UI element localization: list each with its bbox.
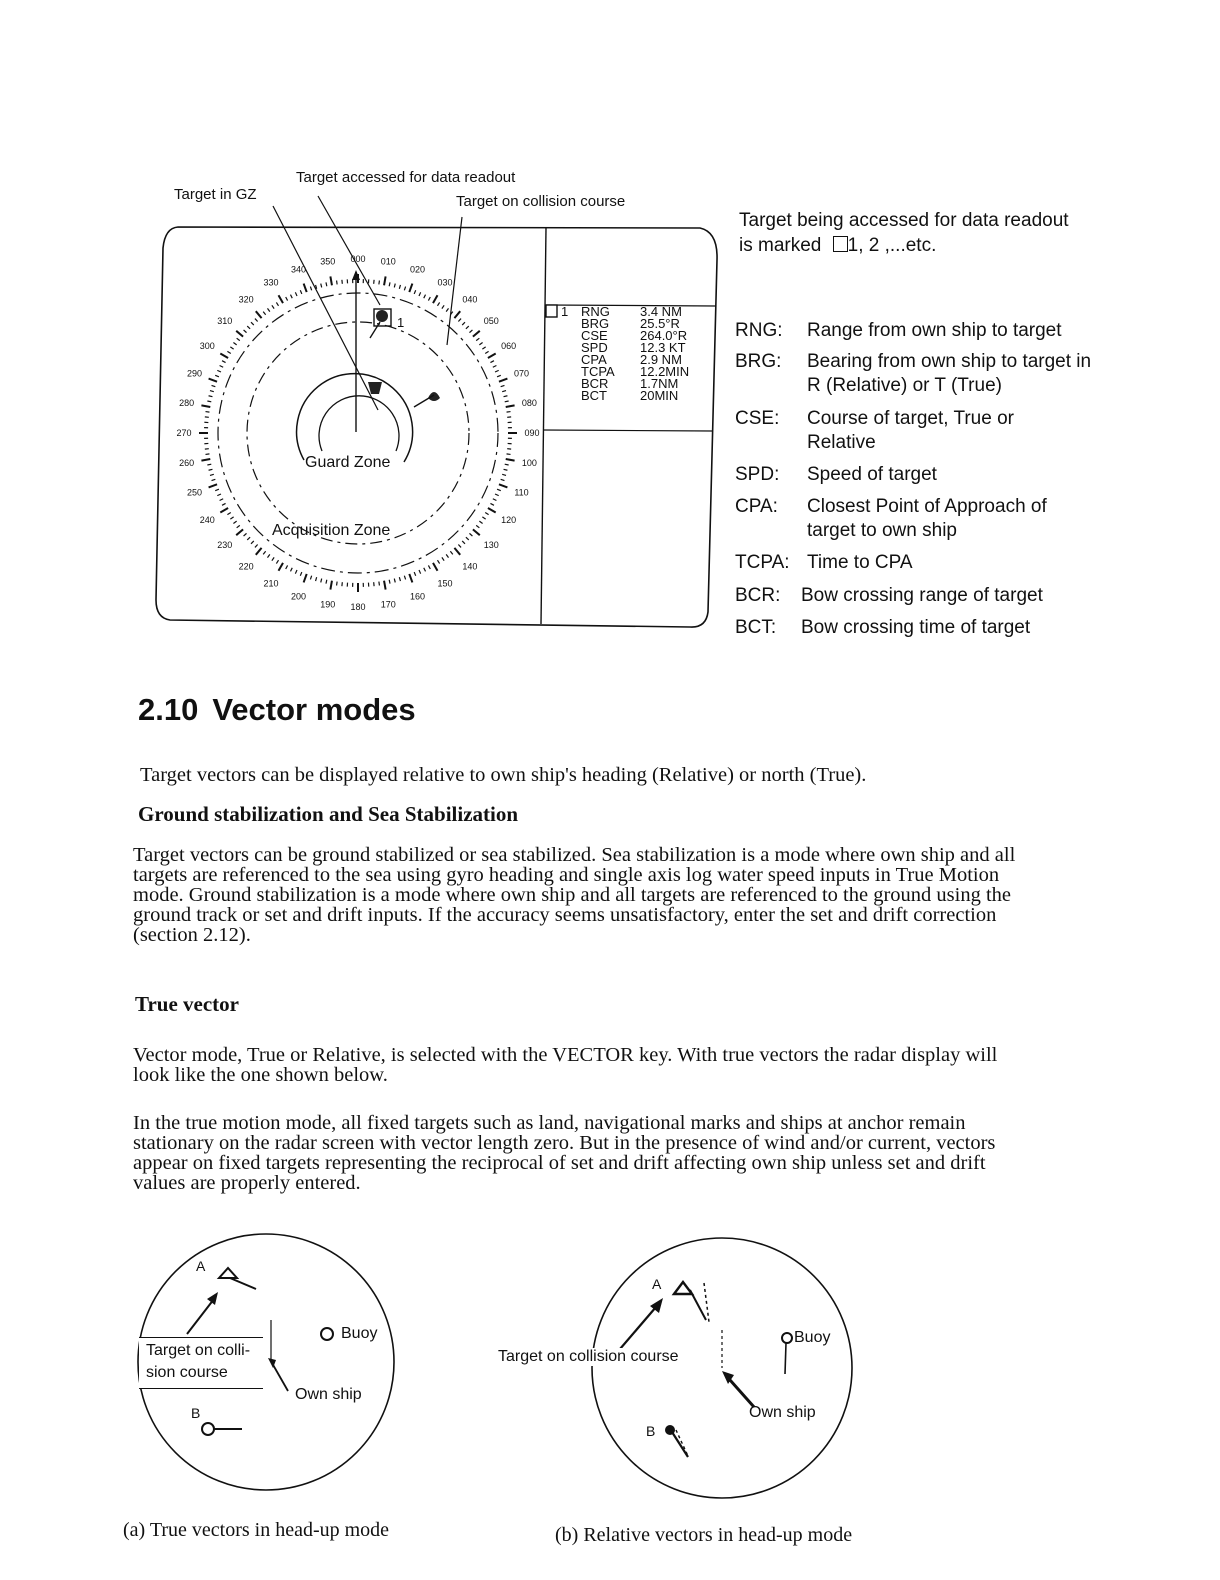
bearing-label: 210 — [263, 578, 279, 589]
bearing-label: 110 — [514, 487, 529, 498]
abbr-key: RNG: — [735, 320, 783, 341]
side-note-prefix: is marked — [739, 235, 822, 256]
subheading-stabilization: Ground stabilization and Sea Stabilization — [138, 802, 519, 826]
bearing-label: 030 — [437, 277, 453, 288]
bearing-label: 140 — [462, 561, 478, 572]
callout-target-collision: Target on collision course — [456, 193, 626, 210]
bearing-label: 220 — [238, 561, 254, 572]
diagram-a-target-label-box — [139, 1337, 263, 1389]
diagram-b-label-a: A — [652, 1276, 662, 1292]
bearing-label: 150 — [437, 578, 453, 589]
readout-key: BRG — [581, 316, 610, 331]
abbr-key: BRG: — [735, 351, 782, 372]
bearing-label: 080 — [521, 397, 537, 408]
readout-value: 3.4 NM — [640, 304, 682, 319]
bearing-label: 000 — [350, 254, 366, 264]
readout-key: BCT — [581, 388, 607, 403]
diagram-a-target-label-line1: Target on colli- — [146, 1342, 251, 1359]
abbr-key: CSE: — [735, 408, 780, 429]
diagram-a-own-ship-vector — [272, 1363, 288, 1391]
readout-value: 1.7NM — [640, 376, 679, 391]
bearing-label: 130 — [483, 539, 499, 550]
readout-value: 264.0°R — [640, 328, 688, 343]
readout-marker-number: 1 — [561, 304, 569, 319]
bearing-label: 300 — [199, 341, 215, 351]
section-intro: Target vectors can be displayed relative to own ship's heading (Relative) or north (True). — [140, 764, 867, 786]
diagram-b-buoy-icon — [782, 1333, 792, 1343]
bearing-label: 310 — [217, 316, 233, 327]
readout-key: TCPA — [581, 364, 615, 379]
diagram-a-collision-arrowhead — [207, 1292, 218, 1305]
abbr-desc: Bearing from own ship to target in R (Relative) or T (True) — [807, 351, 1092, 396]
abbr-desc: Range from own ship to target — [807, 320, 1062, 341]
abbr-key: BCT: — [735, 617, 777, 638]
bearing-label: 250 — [186, 487, 203, 498]
diagram-a-target-a-vector — [230, 1278, 256, 1289]
diagram-b-buoy-label: Buoy — [794, 1329, 831, 1346]
diagram-a-buoy-label: Buoy — [341, 1325, 378, 1342]
bearing-label: 190 — [320, 599, 336, 610]
abbr-desc: Course of target, True or Relative — [807, 408, 1014, 453]
bearing-label: 200 — [290, 591, 307, 602]
bearing-label: 070 — [513, 368, 530, 379]
abbr-key: SPD: — [735, 464, 780, 485]
bearing-label: 050 — [483, 316, 499, 327]
abbr-desc: Time to CPA — [807, 552, 913, 573]
readout-value: 12.3 KT — [640, 340, 686, 355]
bearing-label: 350 — [320, 256, 336, 267]
diagram-b-buoy-vector — [785, 1343, 786, 1374]
readout-key: RNG — [581, 304, 610, 319]
diagram-a-caption: (a) True vectors in head-up mode — [123, 1519, 390, 1541]
bearing-label: 280 — [179, 397, 195, 408]
bearing-label: 010 — [380, 256, 396, 267]
section-number: 2.10 — [138, 692, 199, 727]
accessed-target-number: 1 — [397, 315, 405, 330]
bearing-label: 230 — [217, 539, 233, 550]
subheading-true-vector: True vector — [135, 992, 239, 1016]
diagram-a-target-b-icon — [202, 1423, 214, 1435]
diagram-a-label-b: B — [191, 1405, 201, 1421]
bearing-label: 320 — [238, 294, 254, 305]
bearing-label: 330 — [263, 277, 279, 288]
diagram-b-target-b-vector — [672, 1432, 688, 1457]
diagram-b-target-label: Target on collision course — [498, 1348, 679, 1365]
diagram-a-label-a: A — [196, 1258, 206, 1274]
bearing-label: 090 — [524, 428, 540, 438]
readout-key: SPD — [581, 340, 608, 355]
readout-value: 2.9 NM — [640, 352, 682, 367]
bearing-label: 170 — [380, 599, 396, 610]
readout-key: CPA — [581, 352, 607, 367]
paragraph-true-vector-1: Vector mode, True or Relative, is selected with the VECTOR key. With true vectors the radar display will look like the one shown below. — [133, 1044, 998, 1086]
abbr-desc: Closest Point of Approach of target to own ship — [807, 496, 1047, 541]
diagram-b-caption: (b) Relative vectors in head-up mode — [555, 1524, 853, 1546]
acquisition-zone-label: Acquisition Zone — [272, 522, 391, 539]
bearing-label: 340 — [290, 264, 307, 275]
abbr-desc: Speed of target — [807, 464, 937, 485]
section-title: Vector modes — [212, 692, 416, 727]
bearing-label: 270 — [176, 428, 192, 438]
diagram-a-own-ship-label: Own ship — [295, 1386, 362, 1403]
readout-key: CSE — [581, 328, 608, 343]
bearing-label: 120 — [501, 515, 517, 525]
diagram-a-collision-vector — [187, 1299, 214, 1334]
readout-value: 20MIN — [640, 388, 679, 403]
abbr-key: BCR: — [735, 585, 781, 606]
readout-key: BCR — [581, 376, 609, 391]
abbr-desc: Bow crossing time of target — [801, 617, 1031, 638]
readout-value: 25.5°R — [640, 316, 680, 331]
diagram-b-target-a-vector — [690, 1290, 706, 1320]
diagram-b-target-a-icon — [674, 1282, 692, 1294]
bearing-label: 040 — [462, 294, 478, 305]
side-note-line1: Target being accessed for data readout — [739, 210, 1069, 231]
bearing-label: 060 — [501, 341, 517, 351]
abbr-desc: Bow crossing range of target — [801, 585, 1043, 606]
diagram-a-target-label-line2: sion course — [146, 1364, 228, 1381]
bearing-label: 260 — [179, 458, 195, 469]
paragraph-stabilization: Target vectors can be ground stabilized or sea stabilized. Sea stabilization is a mode where own ship and all targets are referenced to the sea using gyro heading and single axis log water speed inputs in True Motion mode. Ground stabilization is a mode where own ship and all targets are referenced to the ground using the ground track or set and drift inputs. If the accuracy seems unsatisfactory, enter the set and drift correction (section 2.12). — [133, 844, 1016, 946]
callout-target-in-gz: Target in GZ — [174, 186, 257, 203]
bearing-label: 100 — [521, 458, 537, 469]
diagram-a-target-a-icon — [219, 1268, 237, 1278]
bearing-label: 290 — [186, 368, 203, 379]
bearing-label: 160 — [409, 591, 426, 602]
guard-zone-label: Guard Zone — [305, 454, 391, 471]
diagram-b-collision-vector — [620, 1307, 656, 1349]
diagram-b-own-ship-label: Own ship — [749, 1404, 816, 1421]
paragraph-true-vector-2: In the true motion mode, all fixed targets such as land, navigational marks and ships at anchor remain stationary on the radar screen with vector length zero. But in the presence of wind and/or current, vectors appear on fixed targets representing the reciprocal of set and drift affecting own ship unless set and drift values are properly entered. — [133, 1112, 996, 1194]
bearing-label: 020 — [409, 264, 426, 275]
abbr-key: CPA: — [735, 496, 778, 517]
diagram-a-buoy-icon — [321, 1328, 333, 1340]
abbr-key: TCPA: — [735, 552, 790, 573]
bearing-label: 180 — [350, 602, 366, 612]
diagram-b-label-b: B — [646, 1423, 656, 1439]
diagram-b-own-ship-vector — [730, 1380, 754, 1407]
bearing-label: 240 — [199, 515, 215, 525]
side-note-suffix: 1, 2 ,...etc. — [847, 235, 937, 256]
callout-target-accessed: Target accessed for data readout — [296, 169, 516, 186]
readout-value: 12.2MIN — [640, 364, 690, 379]
